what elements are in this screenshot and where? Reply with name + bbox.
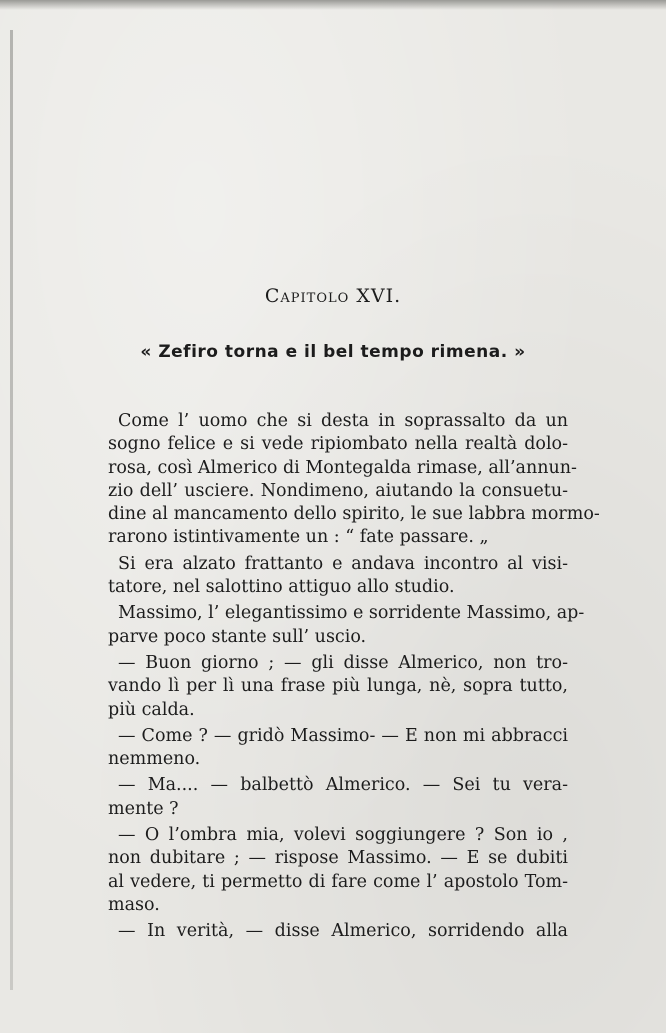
text-line: maso. [108, 894, 160, 915]
text-line: Si era alzato frattanto e andava incontro al visi- [118, 553, 568, 574]
page-top-edge [0, 0, 666, 10]
page-binding-edge [10, 30, 13, 990]
text-line: sogno felice e si vede ripiombato nella realtà dolo- [108, 434, 568, 455]
text-line: rosa, così Almerico di Montegalda rimase, all’annun- [108, 457, 577, 478]
text-line: rarono istintivamente un : “ fate passare. „ [108, 527, 489, 548]
paragraph [108, 410, 600, 550]
paragraph [108, 553, 568, 600]
text-line: dine al mancamento dello spirito, le sue labbra mormo- [108, 504, 600, 525]
text-line: — Ma.... — balbettò Almerico. — Sei tu vera- [118, 775, 568, 796]
text-line: — In verità, — disse Almerico, sorridendo alla [118, 921, 568, 942]
paragraph [108, 824, 568, 917]
paragraph [108, 774, 568, 821]
text-line: Come l’ uomo che si desta in soprassalto da un [118, 411, 568, 431]
text-line: mente ? [108, 798, 179, 819]
paragraph [108, 920, 568, 943]
text-line: non dubitare ; — rispose Massimo. — E se dubiti [108, 848, 568, 869]
chapter-heading-text: Capitolo XVI. [264, 285, 402, 307]
chapter-heading [0, 285, 666, 307]
text-line: — Buon giorno ; — gli disse Almerico, non tro- [118, 652, 568, 673]
text-line: zio dell’ usciere. Nondimeno, aiutando la consuetu- [108, 480, 568, 501]
chapter-body [108, 410, 600, 944]
paragraph [108, 725, 568, 772]
paragraph [108, 602, 585, 649]
text-line: Massimo, l’ elegantissimo e sorridente Massimo, ap- [118, 603, 585, 624]
text-line: più calda. [108, 699, 195, 720]
paragraph [108, 652, 568, 722]
chapter-title: « Zefiro torna e il bel tempo rimena. » [140, 342, 526, 362]
text-line: nemmeno. [108, 749, 201, 770]
text-line: vando lì per lì una frase più lunga, nè, sopra tutto, [108, 676, 568, 697]
text-line: — Come ? — gridò Massimo- — E non mi abbracci [118, 725, 568, 746]
text-line: — O l’ombra mia, volevi soggiungere ? Son io , [118, 825, 568, 846]
text-line: parve poco stante sull’ uscio. [108, 626, 367, 647]
text-line: al vedere, ti permetto di fare come l’ apostolo Tom- [108, 871, 568, 892]
text-line: tatore, nel salottino attiguo allo studio. [108, 577, 455, 598]
